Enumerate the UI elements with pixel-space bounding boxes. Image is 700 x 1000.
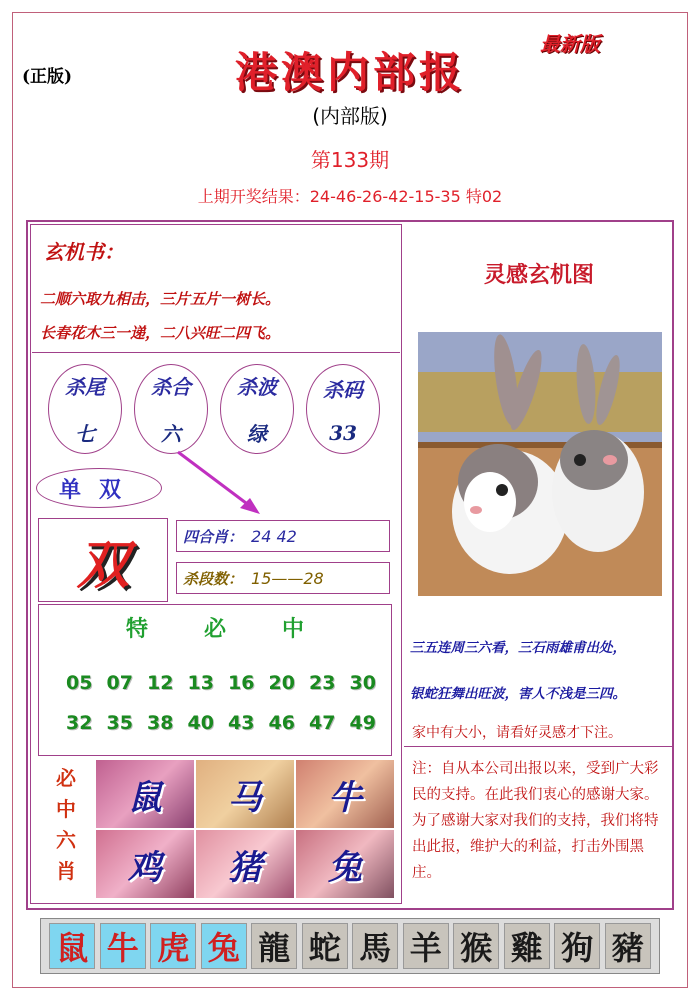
number: 05 bbox=[66, 672, 93, 694]
sihe-value: 24 42 bbox=[251, 526, 297, 546]
label-char: 肖 bbox=[56, 859, 76, 883]
rabbits-photo bbox=[418, 332, 662, 596]
number: 30 bbox=[349, 672, 376, 694]
big-char-box bbox=[38, 518, 168, 602]
number: 13 bbox=[187, 672, 214, 694]
divider bbox=[404, 746, 674, 747]
zodiac-tile: 馬 bbox=[352, 923, 398, 969]
last-result: 上期开奖结果：24-46-26-42-15-35 特02 bbox=[197, 187, 503, 206]
number: 32 bbox=[66, 712, 93, 734]
label-char: 中 bbox=[56, 797, 76, 821]
danshuang-oval: 单双 bbox=[36, 468, 162, 508]
sihe-label: 四合肖： bbox=[183, 527, 244, 546]
number: 35 bbox=[106, 712, 133, 734]
numbers-row-2 bbox=[66, 712, 376, 734]
special-title-char: 中 bbox=[282, 616, 305, 642]
right-note: 家中有大小，请看好灵感才下注。 bbox=[412, 725, 622, 741]
big-char: 双 bbox=[76, 534, 129, 596]
xuanji-label: 玄机书： bbox=[44, 240, 124, 264]
oval-key: 杀尾 bbox=[65, 375, 105, 399]
zodiac-tile: 猴 bbox=[453, 923, 499, 969]
zodiac-tile: 狗 bbox=[554, 923, 600, 969]
number: 46 bbox=[268, 712, 295, 734]
page-subtitle: (内部版) bbox=[312, 104, 388, 128]
zodiac-tile: 兔 bbox=[201, 923, 247, 969]
number: 49 bbox=[349, 712, 376, 734]
number: 40 bbox=[187, 712, 214, 734]
label-char: 必 bbox=[56, 766, 76, 790]
zodiac-cell: 鼠 bbox=[96, 760, 194, 828]
right-poem-line-2: 银蛇狂舞出旺波，害人不浅是三四。 bbox=[410, 686, 626, 702]
poem-line-1: 二顺六取九相击，三片五片一树长。 bbox=[40, 290, 281, 308]
zodiac-cell: 牛 bbox=[296, 760, 394, 828]
oval-key: 杀码 bbox=[323, 377, 363, 402]
number: 12 bbox=[147, 672, 174, 694]
tag-official: (正版) bbox=[22, 67, 73, 87]
number: 23 bbox=[309, 672, 336, 694]
zodiac-tile: 豬 bbox=[605, 923, 651, 969]
special-title-char: 必 bbox=[203, 616, 226, 642]
number: 16 bbox=[228, 672, 255, 694]
sihe-box bbox=[176, 520, 390, 552]
oval-value: 七 bbox=[75, 422, 95, 446]
zodiac-cell: 猪 bbox=[196, 830, 294, 898]
zodiac-cell: 兔 bbox=[296, 830, 394, 898]
zodiac-tile: 羊 bbox=[403, 923, 449, 969]
number: 43 bbox=[228, 712, 255, 734]
six-zodiac-grid bbox=[96, 760, 396, 898]
numbers-row-1 bbox=[66, 672, 376, 694]
zodiac-cell: 鸡 bbox=[96, 830, 194, 898]
oval-sha-ma bbox=[306, 364, 380, 454]
zodiac-tile: 蛇 bbox=[302, 923, 348, 969]
arrow-icon bbox=[170, 448, 270, 520]
oval-key: 杀波 bbox=[237, 375, 277, 399]
issue-number: 第133期 bbox=[310, 148, 390, 172]
zodiac-tile: 牛 bbox=[100, 923, 146, 969]
divider bbox=[32, 352, 400, 353]
poem-line-2: 长春花木三一递，二八兴旺二四飞。 bbox=[40, 324, 281, 342]
oval-value: 六 bbox=[161, 422, 181, 446]
six-zodiac-label bbox=[46, 762, 86, 884]
number: 07 bbox=[106, 672, 133, 694]
zodiac-tile: 龍 bbox=[251, 923, 297, 969]
page-title: 港澳内部报 bbox=[234, 48, 465, 97]
notice-text: 注：自从本公司出报以来，受到广大彩民的支持。在此我们衷心的感谢大家。为了感谢大家对我们的支持，我们将特出此报，维护大的利益，打击外围黑庄。 bbox=[412, 761, 659, 881]
zodiac-strip bbox=[40, 918, 660, 974]
special-title bbox=[38, 612, 392, 643]
special-title-char: 特 bbox=[125, 616, 148, 642]
zodiac-tile: 雞 bbox=[504, 923, 550, 969]
oval-sha-bo bbox=[220, 364, 294, 454]
oval-value: 33 bbox=[329, 420, 357, 445]
label-char: 六 bbox=[56, 828, 76, 852]
tag-latest: 最新版 bbox=[540, 32, 600, 56]
shaduan-value: 15——28 bbox=[251, 568, 324, 588]
oval-value: 绿 bbox=[247, 422, 267, 446]
inspiration-title: 灵感玄机图 bbox=[483, 262, 594, 288]
zodiac-tile: 鼠 bbox=[49, 923, 95, 969]
shaduan-box bbox=[176, 562, 390, 594]
oval-sha-he bbox=[134, 364, 208, 454]
number: 38 bbox=[147, 712, 174, 734]
shaduan-label: 杀段数： bbox=[183, 569, 244, 588]
zodiac-tile: 虎 bbox=[150, 923, 196, 969]
number: 20 bbox=[268, 672, 295, 694]
number: 47 bbox=[309, 712, 336, 734]
oval-sha-wei bbox=[48, 364, 122, 454]
oval-key: 杀合 bbox=[151, 375, 191, 399]
right-poem-line-1: 三五连周三六看，三石雨雄甫出处， bbox=[410, 640, 626, 656]
zodiac-cell: 马 bbox=[196, 760, 294, 828]
